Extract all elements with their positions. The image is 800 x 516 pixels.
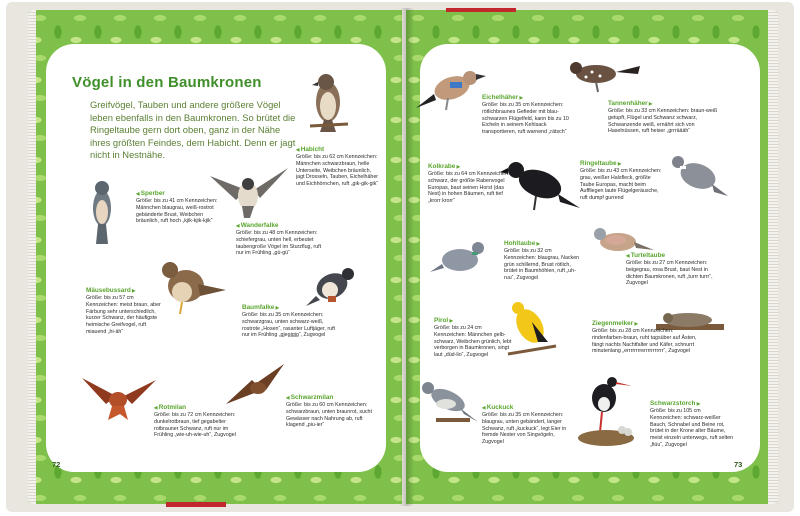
- entry-text: Größe: bis zu 60 cm Kennzeichen: schwarzbraun, unten braunrot, sucht Gewässer nach Nahrung ab, ruft klagend „piu-ier“: [286, 402, 372, 429]
- entry-text: Größe: bis zu 27 cm Kennzeichen: beigegrau, rosa Brust, baut Nest in dichten Baumkronen, ruft „turrr turrr“, Zugvogel: [626, 260, 713, 287]
- entry-ringeltaube: [580, 160, 664, 202]
- hohltaube-illustration: [430, 236, 496, 286]
- entry-baumfalke: [242, 304, 336, 339]
- book-spine: [400, 8, 414, 506]
- entry-name: ◀ Habicht: [296, 146, 380, 154]
- entry-text: Größe: bis zu 35 cm Kennzeichen: blaugrau, unten gebändert, langer Schwanz, ruft „kuckuck“, legt Eier in fremde Nester von Singvögeln, Zugvogel: [482, 412, 567, 446]
- intro-paragraph: Greifvögel, Tauben und andere größere Vögel leben ebenfalls in den Baumkronen. So brütet die Ringeltaube gern dort oben, ganz in der Nähe ihres größten Feindes, dem Habicht. Denn er jagt nicht in Nestnähe.: [90, 99, 296, 161]
- entry-text: Größe: bis zu 35 cm Kennzeichen: schwarzgrau, unten schwarz-weiß, rostrote „Hosen“, rasanter Luftjäger, ruft nur im Frühling „gjegjgjg“, Zugvogel: [242, 312, 336, 339]
- entry-text: Größe: bis zu 105 cm Kennzeichen: schwarz-weißer Bauch, Schnabel und Beine rot, brütet in der Krone alter Bäume, meist einzeln unterwegs, ruft selten „fiüu“, Zugvogel: [650, 408, 734, 448]
- habicht-illustration: [302, 70, 354, 136]
- entry-text: Größe: bis zu 57 cm Kennzeichen: meist braun, aber Färbung sehr unterschiedlich, kurzer Schwanz, der häufigste heimische Greifvogel, ruft miauend „hi-äh“: [86, 295, 161, 335]
- bookmark-ribbon-top: [446, 8, 516, 12]
- entry-tannenhaeher: [608, 100, 718, 135]
- entry-text: Größe: bis zu 48 cm Kennzeichen: schiefergrau, unten hell, erbeutet taubengroße Vögel im Sturzflug, ruft nur im Frühling „gü-gü“: [236, 230, 322, 257]
- bookmark-ribbon: [166, 502, 226, 507]
- entry-name: Baumfalke ▶: [242, 304, 336, 312]
- entry-pirol: [434, 317, 512, 359]
- entry-name: ◀ Wanderfalke: [236, 222, 330, 230]
- entry-name: Ringeltaube ▶: [580, 160, 664, 168]
- entry-text: Größe: bis zu 62 cm Kennzeichen: Männchen schwarzbraun, helle Unterseite, Weibchen bräunlich, jagt Drosseln, Tauben, Eichelhäher und Eichhörnchen, ruft „gik-gik-gik“: [296, 154, 379, 188]
- sperber-illustration: [80, 176, 124, 248]
- entry-text: Größe: bis zu 33 cm Kennzeichen: braun-weiß getupft, Flügel und Schwanz schwarz, Schwanzende weiß, ernährt sich von Haselnüssen, ruft heiser „grrräääh“: [608, 108, 718, 135]
- entry-text: Größe: bis zu 72 cm Kennzeichen: dunkelrotbraun, tief gegabelter rotbrauner Schwanz, ruft nur im Frühling „wie-uh-wie-uh“, Zugvogel: [154, 412, 236, 439]
- schwarzmilan-illustration: [222, 360, 288, 414]
- ringeltaube-illustration: [664, 150, 730, 204]
- entry-name: Hohltaube ▶: [504, 240, 584, 248]
- entry-name: Kolkrabe ▶: [428, 163, 510, 171]
- entry-ziegenmelker: [592, 320, 702, 355]
- wanderfalke-illustration: [206, 162, 292, 220]
- entry-kolkrabe: [428, 163, 510, 205]
- entry-name: ◀ Turteltaube: [626, 252, 716, 260]
- eichelhaeher-illustration: [414, 60, 488, 118]
- entry-hohltaube: [504, 240, 584, 282]
- entry-name: Schwarzstorch ▶: [650, 400, 734, 408]
- page-title: Vögel in den Baumkronen: [72, 74, 262, 91]
- entry-name: ◀ Rotmilan: [154, 404, 240, 412]
- page-number-left: 72: [52, 460, 61, 469]
- kuckuck-illustration: [414, 378, 480, 432]
- entry-name: ◀ Kuckuck: [482, 404, 572, 412]
- entry-text: Größe: bis zu 41 cm Kennzeichen: Männchen blaugrau, weiß-rostrot gebänderte Brust, Weibchen bräunlich, ruft hoch „kjik-kjik-kjik“: [136, 198, 218, 225]
- entry-name: Pirol ▶: [434, 317, 512, 325]
- entry-text: Größe: bis zu 64 cm Kennzeichen: schwarz, der größte Rabenvogel Europas, baut seinen Horst (das Nest) in hohen Bäumen, ruft tief „krorr krorr“: [428, 171, 510, 205]
- entry-text: Größe: bis zu 43 cm Kennzeichen: grau, weißer Halsfleck, größte Taube Europas, macht beim Auffliegen laute Flügelgeräusche, ruft dumpf gurrend: [580, 168, 662, 202]
- entry-name: Ziegenmelker ▶: [592, 320, 702, 328]
- entry-kuckuck: [482, 404, 572, 446]
- entry-eichelhaeher: [482, 94, 570, 136]
- entry-text: Größe: bis zu 28 cm Kennzeichen: rindenfarben-braun, ruht tagsüber auf Ästen, fängt nachts Nachtfalter und Käfer, schnurrt minutenlang „errrrrrrrerrrrrrrrrrr“, Zugvogel: [592, 328, 697, 355]
- entry-name: ◀ Schwarzmilan: [286, 394, 376, 402]
- schwarzstorch-illustration: [572, 372, 640, 452]
- entry-schwarzstorch: [650, 400, 734, 449]
- entry-name: Mäusebussard ▶: [86, 287, 162, 295]
- entry-name: Tannenhäher ▶: [608, 100, 718, 108]
- rotmilan-illustration: [80, 374, 158, 424]
- tannenhaeher-illustration: [562, 54, 644, 98]
- entry-text: Größe: bis zu 32 cm Kennzeichen: blaugrau, Nacken grün schillernd, Brust rötlich, brütet in Baumhöhlen, ruft „uh-ruu“, Zugvogel: [504, 248, 580, 282]
- entry-text: Größe: bis zu 35 cm Kennzeichen: rötlichbraunes Gefieder mit blau-schwarzen Flügelfeld, kann bis zu 10 Eicheln in seinem Kehlsack transportieren, ruft warnend „rätsch“: [482, 102, 569, 136]
- entry-turteltaube: [626, 252, 716, 287]
- entry-wanderfalke: [236, 222, 330, 257]
- entry-text: Größe: bis zu 24 cm Kennzeichen: Männchen gelb-schwarz, Weibchen grünlich, lebt verborgen in Baumkronen, singt laut „düd-lio“, Zugvogel: [434, 325, 512, 359]
- maeusebussard-illustration: [154, 256, 228, 320]
- entry-schwarzmilan: [286, 394, 376, 429]
- entry-name: Eichelhäher ▶: [482, 94, 570, 102]
- kolkrabe-illustration: [500, 156, 582, 216]
- entry-maeusebussard: [86, 287, 162, 336]
- entry-name: ◀ Sperber: [136, 190, 220, 198]
- entry-habicht: [296, 146, 380, 188]
- page-number-right: 73: [734, 460, 743, 469]
